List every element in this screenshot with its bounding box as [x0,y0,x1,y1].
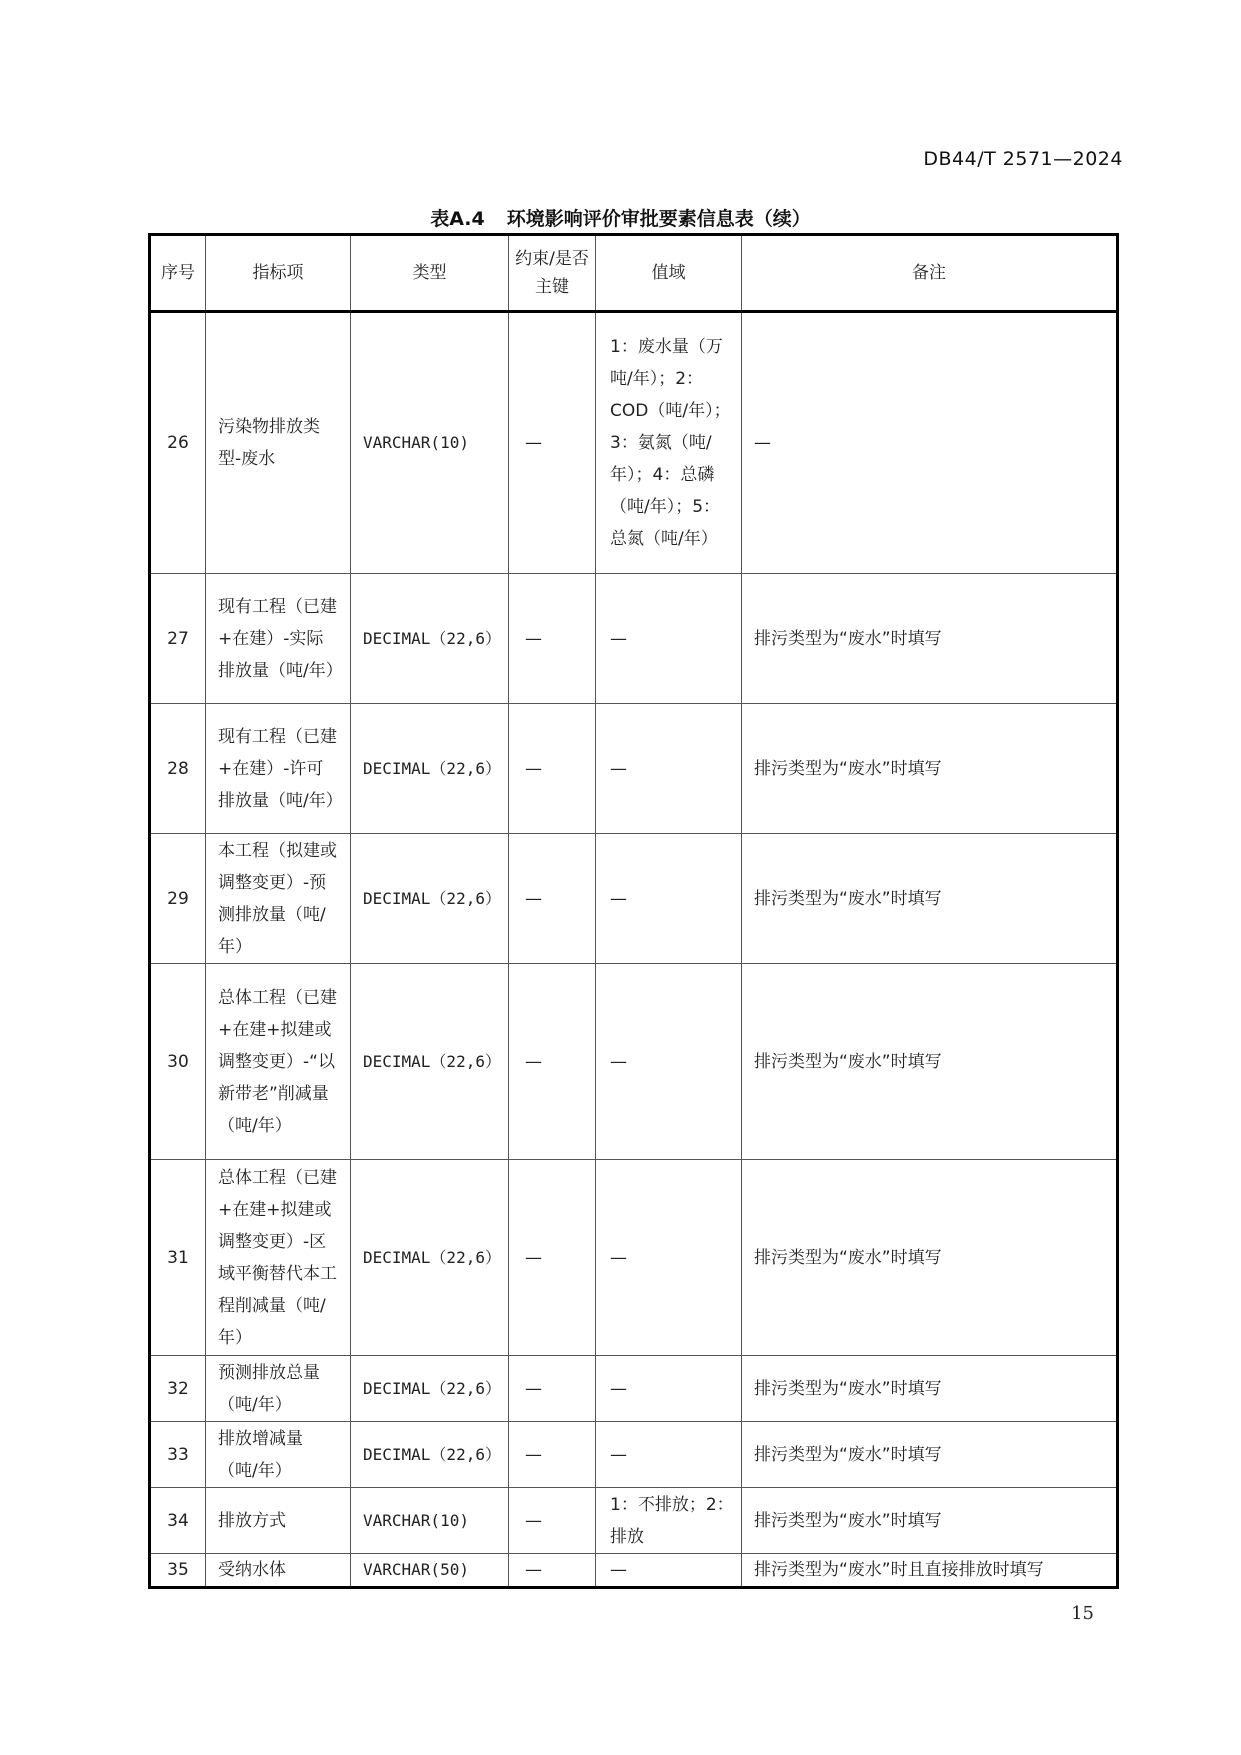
cell-item: 现有工程（已建+在建）-许可排放量（吨/年） [206,704,351,834]
cell-item: 排放方式 [206,1488,351,1554]
column-header-item: 指标项 [206,235,351,312]
cell-no: 32 [150,1356,206,1422]
cell-constraint: — [509,312,596,574]
cell-no: 30 [150,964,206,1160]
cell-item: 排放增减量（吨/年） [206,1422,351,1488]
cell-type: DECIMAL（22,6） [351,964,509,1160]
cell-domain: — [596,574,742,704]
cell-no: 33 [150,1422,206,1488]
column-header-domain: 值域 [596,235,742,312]
cell-constraint: — [509,1160,596,1356]
cell-domain: — [596,834,742,964]
cell-constraint: — [509,964,596,1160]
cell-domain: — [596,704,742,834]
cell-note: 排污类型为“废水”时填写 [742,964,1118,1160]
cell-no: 31 [150,1160,206,1356]
cell-no: 26 [150,312,206,574]
cell-type: DECIMAL（22,6） [351,834,509,964]
cell-note: 排污类型为“废水”时填写 [742,574,1118,704]
cell-note: 排污类型为“废水”时填写 [742,704,1118,834]
table-row [150,1488,1118,1554]
cell-type: DECIMAL（22,6） [351,1422,509,1488]
cell-note: 排污类型为“废水”时填写 [742,1160,1118,1356]
cell-constraint: — [509,1554,596,1588]
table-row [150,1422,1118,1488]
cell-type: VARCHAR(10) [351,1488,509,1554]
cell-domain: 1：废水量（万吨/年）；2：COD（吨/年）；3：氨氮（吨/年）；4：总磷（吨/年）；5：总氮（吨/年） [596,312,742,574]
cell-no: 29 [150,834,206,964]
cell-type: DECIMAL（22,6） [351,1160,509,1356]
cell-type: DECIMAL（22,6） [351,704,509,834]
column-header-constraint: 约束/是否主键 [509,235,596,312]
table-title [0,204,1241,231]
cell-domain: — [596,1554,742,1588]
cell-constraint: — [509,1356,596,1422]
table-header-row [150,235,1118,312]
cell-type: DECIMAL（22,6） [351,574,509,704]
cell-item: 现有工程（已建+在建）-实际排放量（吨/年） [206,574,351,704]
cell-domain: — [596,964,742,1160]
page-number: 15 [1071,1603,1094,1624]
element-info-table [148,233,1119,1589]
cell-note: 排污类型为“废水”时填写 [742,1488,1118,1554]
cell-domain: — [596,1422,742,1488]
cell-constraint: — [509,574,596,704]
table-row [150,1160,1118,1356]
cell-note: 排污类型为“废水”时填写 [742,834,1118,964]
cell-item: 总体工程（已建+在建+拟建或调整变更）-“以新带老”削减量（吨/年） [206,964,351,1160]
cell-note: 排污类型为“废水”时填写 [742,1422,1118,1488]
table-row [150,574,1118,704]
cell-type: DECIMAL（22,6） [351,1356,509,1422]
cell-item: 本工程（拟建或调整变更）-预测排放量（吨/年） [206,834,351,964]
cell-no: 27 [150,574,206,704]
cell-no: 28 [150,704,206,834]
document-code: DB44/T 2571—2024 [923,148,1123,170]
cell-constraint: — [509,1488,596,1554]
table-row [150,964,1118,1160]
cell-item: 污染物排放类型-废水 [206,312,351,574]
cell-note: 排污类型为“废水”时且直接排放时填写 [742,1554,1118,1588]
cell-item: 受纳水体 [206,1554,351,1588]
cell-constraint: — [509,834,596,964]
table-row [150,704,1118,834]
cell-note: 排污类型为“废水”时填写 [742,1356,1118,1422]
table-row [150,1554,1118,1588]
cell-domain: — [596,1356,742,1422]
cell-domain: 1：不排放；2：排放 [596,1488,742,1554]
column-header-type: 类型 [351,235,509,312]
cell-type: VARCHAR(50) [351,1554,509,1588]
column-header-note: 备注 [742,235,1118,312]
cell-constraint: — [509,1422,596,1488]
table-number: 表A.4 [430,208,485,230]
cell-no: 35 [150,1554,206,1588]
table-row [150,834,1118,964]
cell-constraint: — [509,704,596,834]
column-header-no: 序号 [150,235,206,312]
cell-item: 预测排放总量（吨/年） [206,1356,351,1422]
cell-item: 总体工程（已建+在建+拟建或调整变更）-区域平衡替代本工程削减量（吨/年） [206,1160,351,1356]
table-title-text: 环境影响评价审批要素信息表（续） [506,208,811,230]
table-row [150,1356,1118,1422]
table-row [150,312,1118,574]
cell-note: — [742,312,1118,574]
cell-type: VARCHAR(10) [351,312,509,574]
cell-domain: — [596,1160,742,1356]
cell-no: 34 [150,1488,206,1554]
